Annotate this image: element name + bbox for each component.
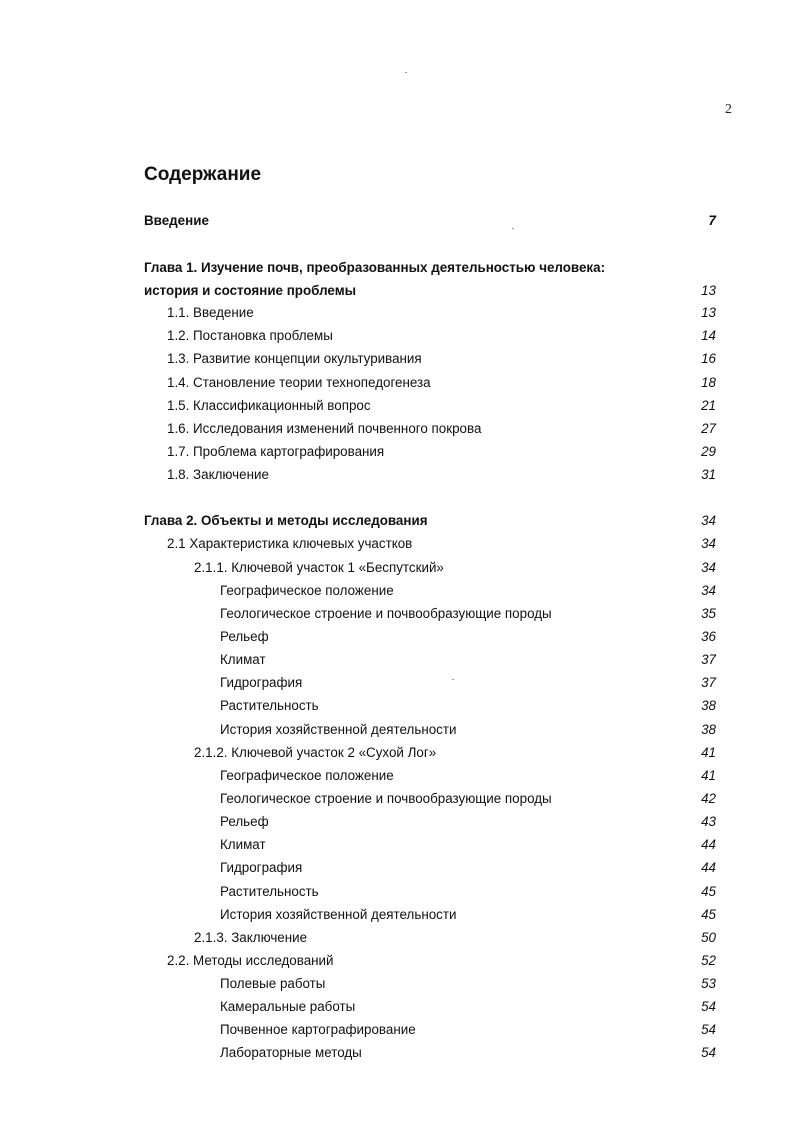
toc-entry-page: 44 — [701, 837, 716, 852]
scan-speck — [512, 228, 514, 229]
toc-entry — [0, 1020, 793, 1040]
toc-entry — [0, 835, 793, 855]
toc-entry-page: 45 — [701, 884, 716, 899]
toc-entry-page: 45 — [701, 907, 716, 922]
toc-entry-page: 21 — [701, 398, 716, 413]
toc-entry-page: 18 — [701, 375, 716, 390]
toc-entry — [0, 211, 793, 231]
toc-entry-label: 1.8. Заключение — [167, 467, 269, 482]
toc-entry — [0, 581, 793, 601]
toc-entry-label: Глава 1. Изучение почв, преобразованных деятельностью человека: — [144, 260, 606, 275]
toc-entry-label: Рельеф — [220, 814, 269, 829]
toc-entry — [0, 604, 793, 624]
toc-entry-label: Введение — [144, 213, 209, 228]
page-number: 2 — [725, 102, 732, 117]
toc-entry — [0, 882, 793, 902]
toc-entry — [0, 534, 793, 554]
toc-entry-label: Растительность — [220, 698, 319, 713]
toc-entry-label: история и состояние проблемы — [144, 283, 357, 298]
toc-entry — [0, 1043, 793, 1063]
toc-entry-label: 2.1.1. Ключевой участок 1 «Беспутский» — [194, 560, 444, 575]
toc-entry-label: 2.1.3. Заключение — [194, 930, 308, 945]
toc-entry-label: История хозяйственной деятельности — [220, 907, 457, 922]
toc-entry-page: 36 — [701, 629, 716, 644]
toc-entry — [0, 281, 793, 301]
scan-speck — [452, 679, 454, 680]
toc-entry — [0, 442, 793, 462]
toc-entry-label: Геологическое строение и почвообразующие породы — [220, 791, 552, 806]
toc-entry-page: 54 — [701, 1045, 716, 1060]
toc-entry-label: 1.1. Введение — [167, 305, 254, 320]
toc-entry-page: 31 — [701, 467, 716, 482]
toc-entry-label: 1.7. Проблема картографирования — [167, 444, 385, 459]
toc-entry — [0, 789, 793, 809]
toc-entry-label: 2.1.2. Ключевой участок 2 «Сухой Лог» — [194, 745, 437, 760]
toc-entry-page: 27 — [701, 421, 716, 436]
toc-entry-page: 54 — [701, 999, 716, 1014]
toc-entry-page: 53 — [701, 976, 716, 991]
toc-entry-page: 50 — [701, 930, 716, 945]
toc-entry-page: 34 — [701, 560, 716, 575]
toc-entry — [0, 303, 793, 323]
toc-entry-page: 41 — [701, 768, 716, 783]
toc-entry-label: 1.6. Исследования изменений почвенного покрова — [167, 421, 482, 436]
toc-entry-label: Гидрография — [220, 675, 303, 690]
toc-entry-page: 16 — [701, 351, 716, 366]
toc-title: Содержание — [144, 164, 262, 185]
toc-entry-label: Рельеф — [220, 629, 269, 644]
toc-entry-label: 2.2. Методы исследований — [167, 953, 334, 968]
toc-entry — [0, 673, 793, 693]
toc-entry — [0, 928, 793, 948]
toc-entry — [0, 696, 793, 716]
toc-entry-label: 1.3. Развитие концепции окультуривания — [167, 351, 422, 366]
toc-entry-page: 52 — [701, 953, 716, 968]
toc-entry-page: 38 — [701, 698, 716, 713]
toc-entry-page: 37 — [701, 675, 716, 690]
toc-entry-page: 44 — [701, 860, 716, 875]
toc-entry-page: 34 — [701, 583, 716, 598]
toc-entry — [0, 396, 793, 416]
toc-entry-page: 34 — [701, 513, 716, 528]
toc-entry-label: 1.5. Классификационный вопрос — [167, 398, 371, 413]
toc-entry — [0, 558, 793, 578]
toc-entry-label: Полевые работы — [220, 976, 326, 991]
toc-entry — [0, 650, 793, 670]
toc-entry-page: 41 — [701, 745, 716, 760]
toc-entry — [0, 465, 793, 485]
toc-entry-label: Географическое положение — [220, 583, 394, 598]
toc-entry — [0, 997, 793, 1017]
toc-entry-label: 1.4. Становление теории технопедогенеза — [167, 375, 431, 390]
toc-entry — [0, 258, 793, 278]
toc-entry-page: 34 — [701, 536, 716, 551]
toc-entry-label: 1.2. Постановка проблемы — [167, 328, 333, 343]
toc-entry — [0, 720, 793, 740]
toc-entry — [0, 627, 793, 647]
toc-entry-page: 54 — [701, 1022, 716, 1037]
toc-entry — [0, 373, 793, 393]
toc-entry-page: 29 — [701, 444, 716, 459]
toc-entry-label: Гидрография — [220, 860, 303, 875]
toc-entry-page: 37 — [701, 652, 716, 667]
toc-entry — [0, 766, 793, 786]
toc-entry — [0, 511, 793, 531]
toc-entry-page: 42 — [701, 791, 716, 806]
toc-entry-page: 7 — [708, 213, 716, 228]
toc-entry-page: 14 — [701, 328, 716, 343]
scan-speck — [405, 72, 407, 73]
toc-entry-page: 43 — [701, 814, 716, 829]
toc-entry-page: 13 — [701, 305, 716, 320]
toc-entry — [0, 974, 793, 994]
toc-entry-label: 2.1 Характеристика ключевых участков — [167, 536, 413, 551]
toc-entry-label: Геологическое строение и почвообразующие породы — [220, 606, 552, 621]
toc-entry — [0, 951, 793, 971]
toc-entry — [0, 858, 793, 878]
toc-entry-label: Растительность — [220, 884, 319, 899]
toc-entry-page: 13 — [701, 283, 716, 298]
toc-entry — [0, 905, 793, 925]
toc-entry-label: Глава 2. Объекты и методы исследования — [144, 513, 428, 528]
toc-entry-page: 35 — [701, 606, 716, 621]
toc-entry-label: Камеральные работы — [220, 999, 356, 1014]
toc-entry-page: 38 — [701, 722, 716, 737]
toc-entry — [0, 743, 793, 763]
toc-entry — [0, 349, 793, 369]
toc-entry-label: Климат — [220, 837, 266, 852]
toc-entry-label: История хозяйственной деятельности — [220, 722, 457, 737]
toc-entry-label: Почвенное картографирование — [220, 1022, 416, 1037]
toc-entry — [0, 812, 793, 832]
toc-entry-label: Климат — [220, 652, 266, 667]
toc-entry — [0, 419, 793, 439]
toc-entry-label: Лабораторные методы — [220, 1045, 362, 1060]
toc-entry — [0, 326, 793, 346]
toc-entry-label: Географическое положение — [220, 768, 394, 783]
